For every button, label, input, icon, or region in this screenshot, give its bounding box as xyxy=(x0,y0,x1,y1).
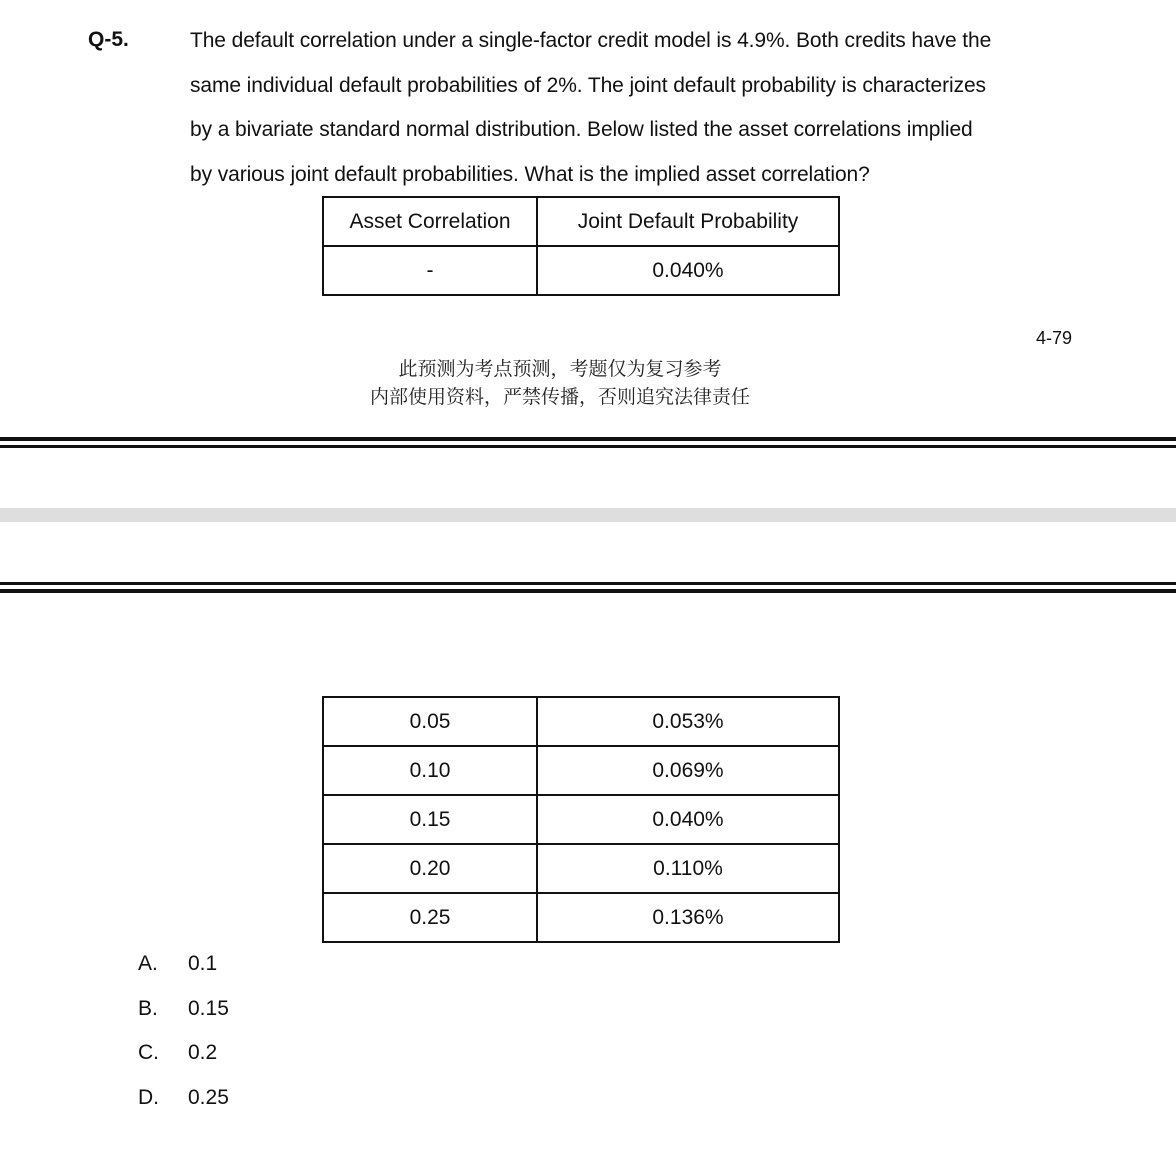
option-d-letter: D. xyxy=(138,1086,159,1109)
table-row xyxy=(323,795,839,844)
question-line-4: by various joint default probabilities. What is the implied asset correlation? xyxy=(190,163,870,186)
option-a-letter: A. xyxy=(138,952,158,975)
option-a-value: 0.1 xyxy=(188,952,218,975)
table-row xyxy=(323,697,839,746)
watermark-line-1: 此预测为考点预测，考题仅为复习参考 xyxy=(398,358,722,380)
table-cell: 0.053% xyxy=(537,697,839,746)
page-number: 4-79 xyxy=(1036,328,1073,348)
table-row xyxy=(323,844,839,893)
table-cell: 0.15 xyxy=(323,795,537,844)
page-break-rule xyxy=(0,445,1176,448)
option-b-value: 0.15 xyxy=(188,997,229,1020)
page-gap-band xyxy=(0,508,1176,522)
table-row xyxy=(323,746,839,795)
table-cell: 0.25 xyxy=(323,893,537,942)
table-cell: 0.136% xyxy=(537,893,839,942)
table-row xyxy=(323,893,839,942)
option-d-value: 0.25 xyxy=(188,1086,229,1109)
correlation-table-top xyxy=(322,196,840,296)
option-b-letter: B. xyxy=(138,997,158,1020)
option-c-letter: C. xyxy=(138,1041,159,1064)
table-cell: - xyxy=(323,246,537,295)
table-cell: 0.110% xyxy=(537,844,839,893)
table-cell: 0.040% xyxy=(537,795,839,844)
watermark-line-2: 内部使用资料，严禁传播，否则追究法律责任 xyxy=(369,386,750,408)
page-break-rule xyxy=(0,589,1176,593)
table-cell: 0.10 xyxy=(323,746,537,795)
correlation-table-bottom xyxy=(322,696,840,943)
table-header-row xyxy=(323,197,839,246)
option-c-value: 0.2 xyxy=(188,1041,218,1064)
page-break-rule xyxy=(0,437,1176,441)
table-cell: 0.20 xyxy=(323,844,537,893)
question-line-2: same individual default probabilities of 2%. The joint default probability is characterizes xyxy=(190,74,986,97)
header-joint-default-probability: Joint Default Probability xyxy=(537,197,839,246)
table-cell: 0.05 xyxy=(323,697,537,746)
table-row xyxy=(323,246,839,295)
table-cell: 0.040% xyxy=(537,246,839,295)
table-cell: 0.069% xyxy=(537,746,839,795)
header-asset-correlation: Asset Correlation xyxy=(323,197,537,246)
question-line-1: The default correlation under a single-factor credit model is 4.9%. Both credits have the xyxy=(190,29,992,52)
page-break-rule xyxy=(0,582,1176,585)
question-number: Q-5. xyxy=(88,28,129,51)
question-line-3: by a bivariate standard normal distribution. Below listed the asset correlations implied xyxy=(190,118,973,141)
